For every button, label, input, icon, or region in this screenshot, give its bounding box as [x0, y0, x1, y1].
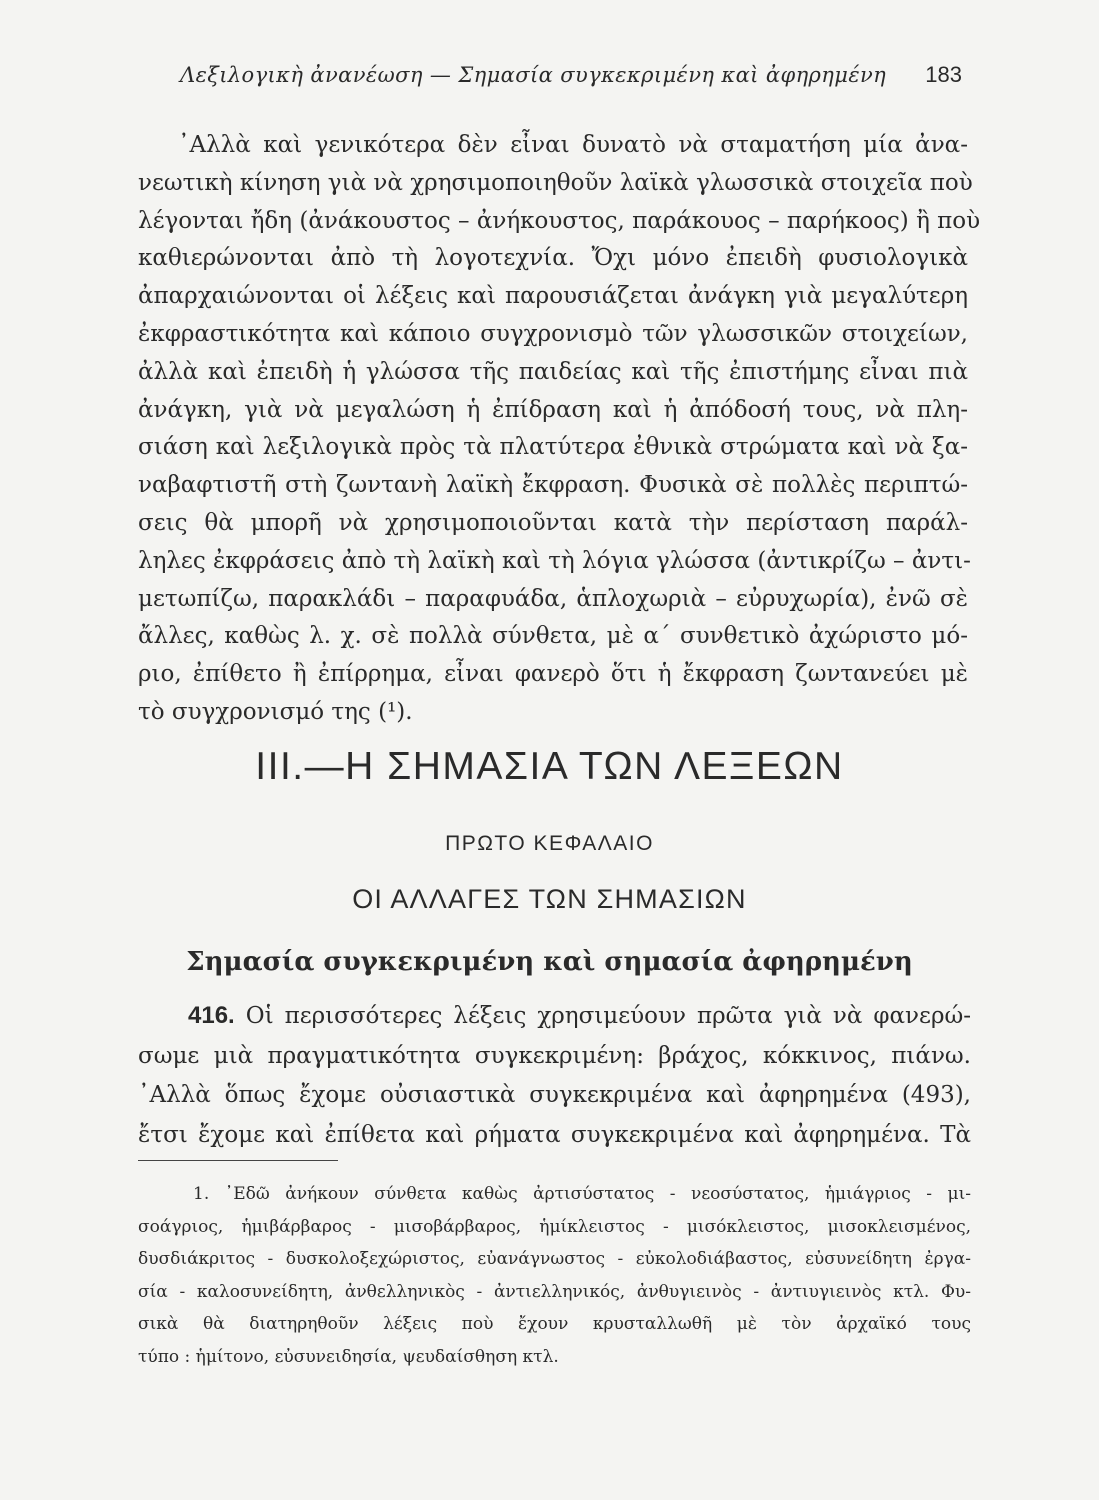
page-header [180, 62, 962, 102]
text-line: ἀπαρχαιώνονται οἱ λέξεις καὶ παρουσιάζεται ἀνάγκη γιὰ μεγαλύτερη [138, 283, 968, 310]
paragraph-416 [138, 996, 971, 1155]
text-line: καθιερώνονται ἀπὸ τὴ λογοτεχνία. Ὄχι μόνο ἐπειδὴ φυσιολογικὰ [138, 245, 968, 272]
text-line: ἀνάγκη, γιὰ νὰ μεγαλώση ἡ ἐπίδραση καὶ ἡ ἀπόδοσή τους, νὰ πλη- [138, 396, 968, 423]
footnote-line: δυσδιάκριτος - δυσκολοξεχώριστος, εὐανάγνωστος - εὐκολοδιάβαστος, εὐσυνείδητη ἐργα- [138, 1249, 971, 1270]
chapter-label: ΠΡΩΤΟ ΚΕΦΑΛΑΙΟ [445, 832, 654, 855]
paragraph-continuation [138, 127, 981, 732]
chapter-title: ΟΙ ΑΛΛΑΓΕΣ ΤΩΝ ΣΗΜΑΣΙΩΝ [352, 884, 747, 914]
text-line: μετωπίζω, παρακλάδι – παραφυάδα, ἁπλοχωριὰ – εὐρυχωρία), ἐνῶ σὲ [138, 585, 968, 612]
footnote-line: 1. ᾿Εδῶ ἀνήκουν σύνθετα καθὼς ἀρτισύστατος - νεοσύστατος, ἡμιάγριος - μι- [193, 1184, 971, 1204]
text-line: ἔτσι ἔχομε καὶ ἐπίθετα καὶ ρήματα συγκεκριμένα καὶ ἀφηρημένα. Τὰ [138, 1121, 971, 1148]
text-line: νεωτικὴ κίνηση γιὰ νὰ χρησιμοποιηθοῦν λαϊκὰ γλωσσικὰ στοιχεῖα ποὺ [138, 169, 973, 196]
paragraph-number: 416. [188, 1002, 235, 1029]
text-line: ᾿Αλλὰ καὶ γενικότερα δὲν εἶναι δυνατὸ νὰ σταματήση μία ἀνα- [178, 132, 968, 158]
part-title: III.—Η ΣΗΜΑΣΙΑ ΤΩΝ ΛΕΞΕΩΝ [255, 745, 844, 788]
footnote-line: σοάγριος, ἡμιβάρβαρος - μισοβάρβαρος, ἡμίκλειστος - μισόκλειστος, μισοκλεισμένος, [138, 1216, 971, 1237]
text-line: ἄλλες, καθὼς λ. χ. σὲ πολλὰ σύνθετα, μὲ α΄ συνθετικὸ ἀχώριστο μό- [138, 623, 968, 650]
text-line [138, 996, 971, 1037]
text-line: σιάση καὶ λεξιλογικὰ πρὸς τὰ πλατύτερα ἐθνικὰ στρώματα καὶ νὰ ξα- [138, 434, 968, 461]
section-title: Σημασία συγκεκριμένη καὶ σημασία ἀφηρημένη [186, 947, 913, 977]
text-line: λέγονται ἤδη (ἀνάκουστος – ἀνήκουστος, παράκουος – παρήκοος) ἢ ποὺ [138, 207, 981, 234]
footnote-line: σία - καλοσυνείδητη, ἀνθελληνικὸς - ἀντιελληνικός, ἀνθυγιεινὸς - ἀντιυγιεινὸς κτλ. Φυ- [138, 1281, 971, 1302]
text-line: ᾿Αλλὰ ὅπως ἔχομε οὐσιαστικὰ συγκεκριμένα καὶ ἀφηρημένα (493), [138, 1082, 971, 1108]
text-line: ναβαφτιστῆ στὴ ζωντανὴ λαϊκὴ ἔκφραση. Φυσικὰ σὲ πολλὲς περιπτώ- [138, 472, 968, 499]
footnote-divider [138, 1160, 338, 1161]
text-line: σεις θὰ μπορῆ νὰ χρησιμοποιοῦνται κατὰ τὴν περίσταση παράλ- [138, 509, 968, 536]
text-line: ἀλλὰ καὶ ἐπειδὴ ἡ γλώσσα τῆς παιδείας καὶ τῆς ἐπιστήμης εἶναι πιὰ [138, 358, 968, 385]
text-line: σωμε μιὰ πραγματικότητα συγκεκριμένη: βράχος, κόκκινος, πιάνω. [138, 1042, 971, 1069]
text-line: ριο, ἐπίθετο ἢ ἐπίρρημα, εἶναι φανερὸ ὅτι ἡ ἔκφραση ζωντανεύει μὲ [138, 661, 968, 688]
page-number: 183 [925, 62, 962, 87]
running-title: Λεξιλογικὴ ἀνανέωση — Σημασία συγκεκριμένη καὶ ἀφηρημένη [180, 63, 887, 87]
text-line: ληλες ἐκφράσεις ἀπὸ τὴ λαϊκὴ καὶ τὴ λόγια γλώσσα (ἀντικρίζω – ἀντι- [138, 547, 971, 574]
text-segment: Οἱ περισσότερες λέξεις χρησιμεύουν πρῶτα γιὰ νὰ φανερώ- [234, 1003, 971, 1029]
footnote-line: σικὰ θὰ διατηρηθοῦν λέξεις ποὺ ἔχουν κρυσταλλωθῆ μὲ τὸν ἀρχαϊκό τους [138, 1314, 971, 1335]
footnote [138, 1178, 971, 1374]
text-line: τὸ συγχρονισμό της (¹). [138, 698, 413, 725]
text-line: ἐκφραστικότητα καὶ κάποιο συγχρονισμὸ τῶν γλωσσικῶν στοιχείων, [138, 320, 968, 347]
footnote-line: τύπο : ἡμίτονο, εὐσυνειδησία, ψευδαίσθηση κτλ. [138, 1346, 559, 1367]
